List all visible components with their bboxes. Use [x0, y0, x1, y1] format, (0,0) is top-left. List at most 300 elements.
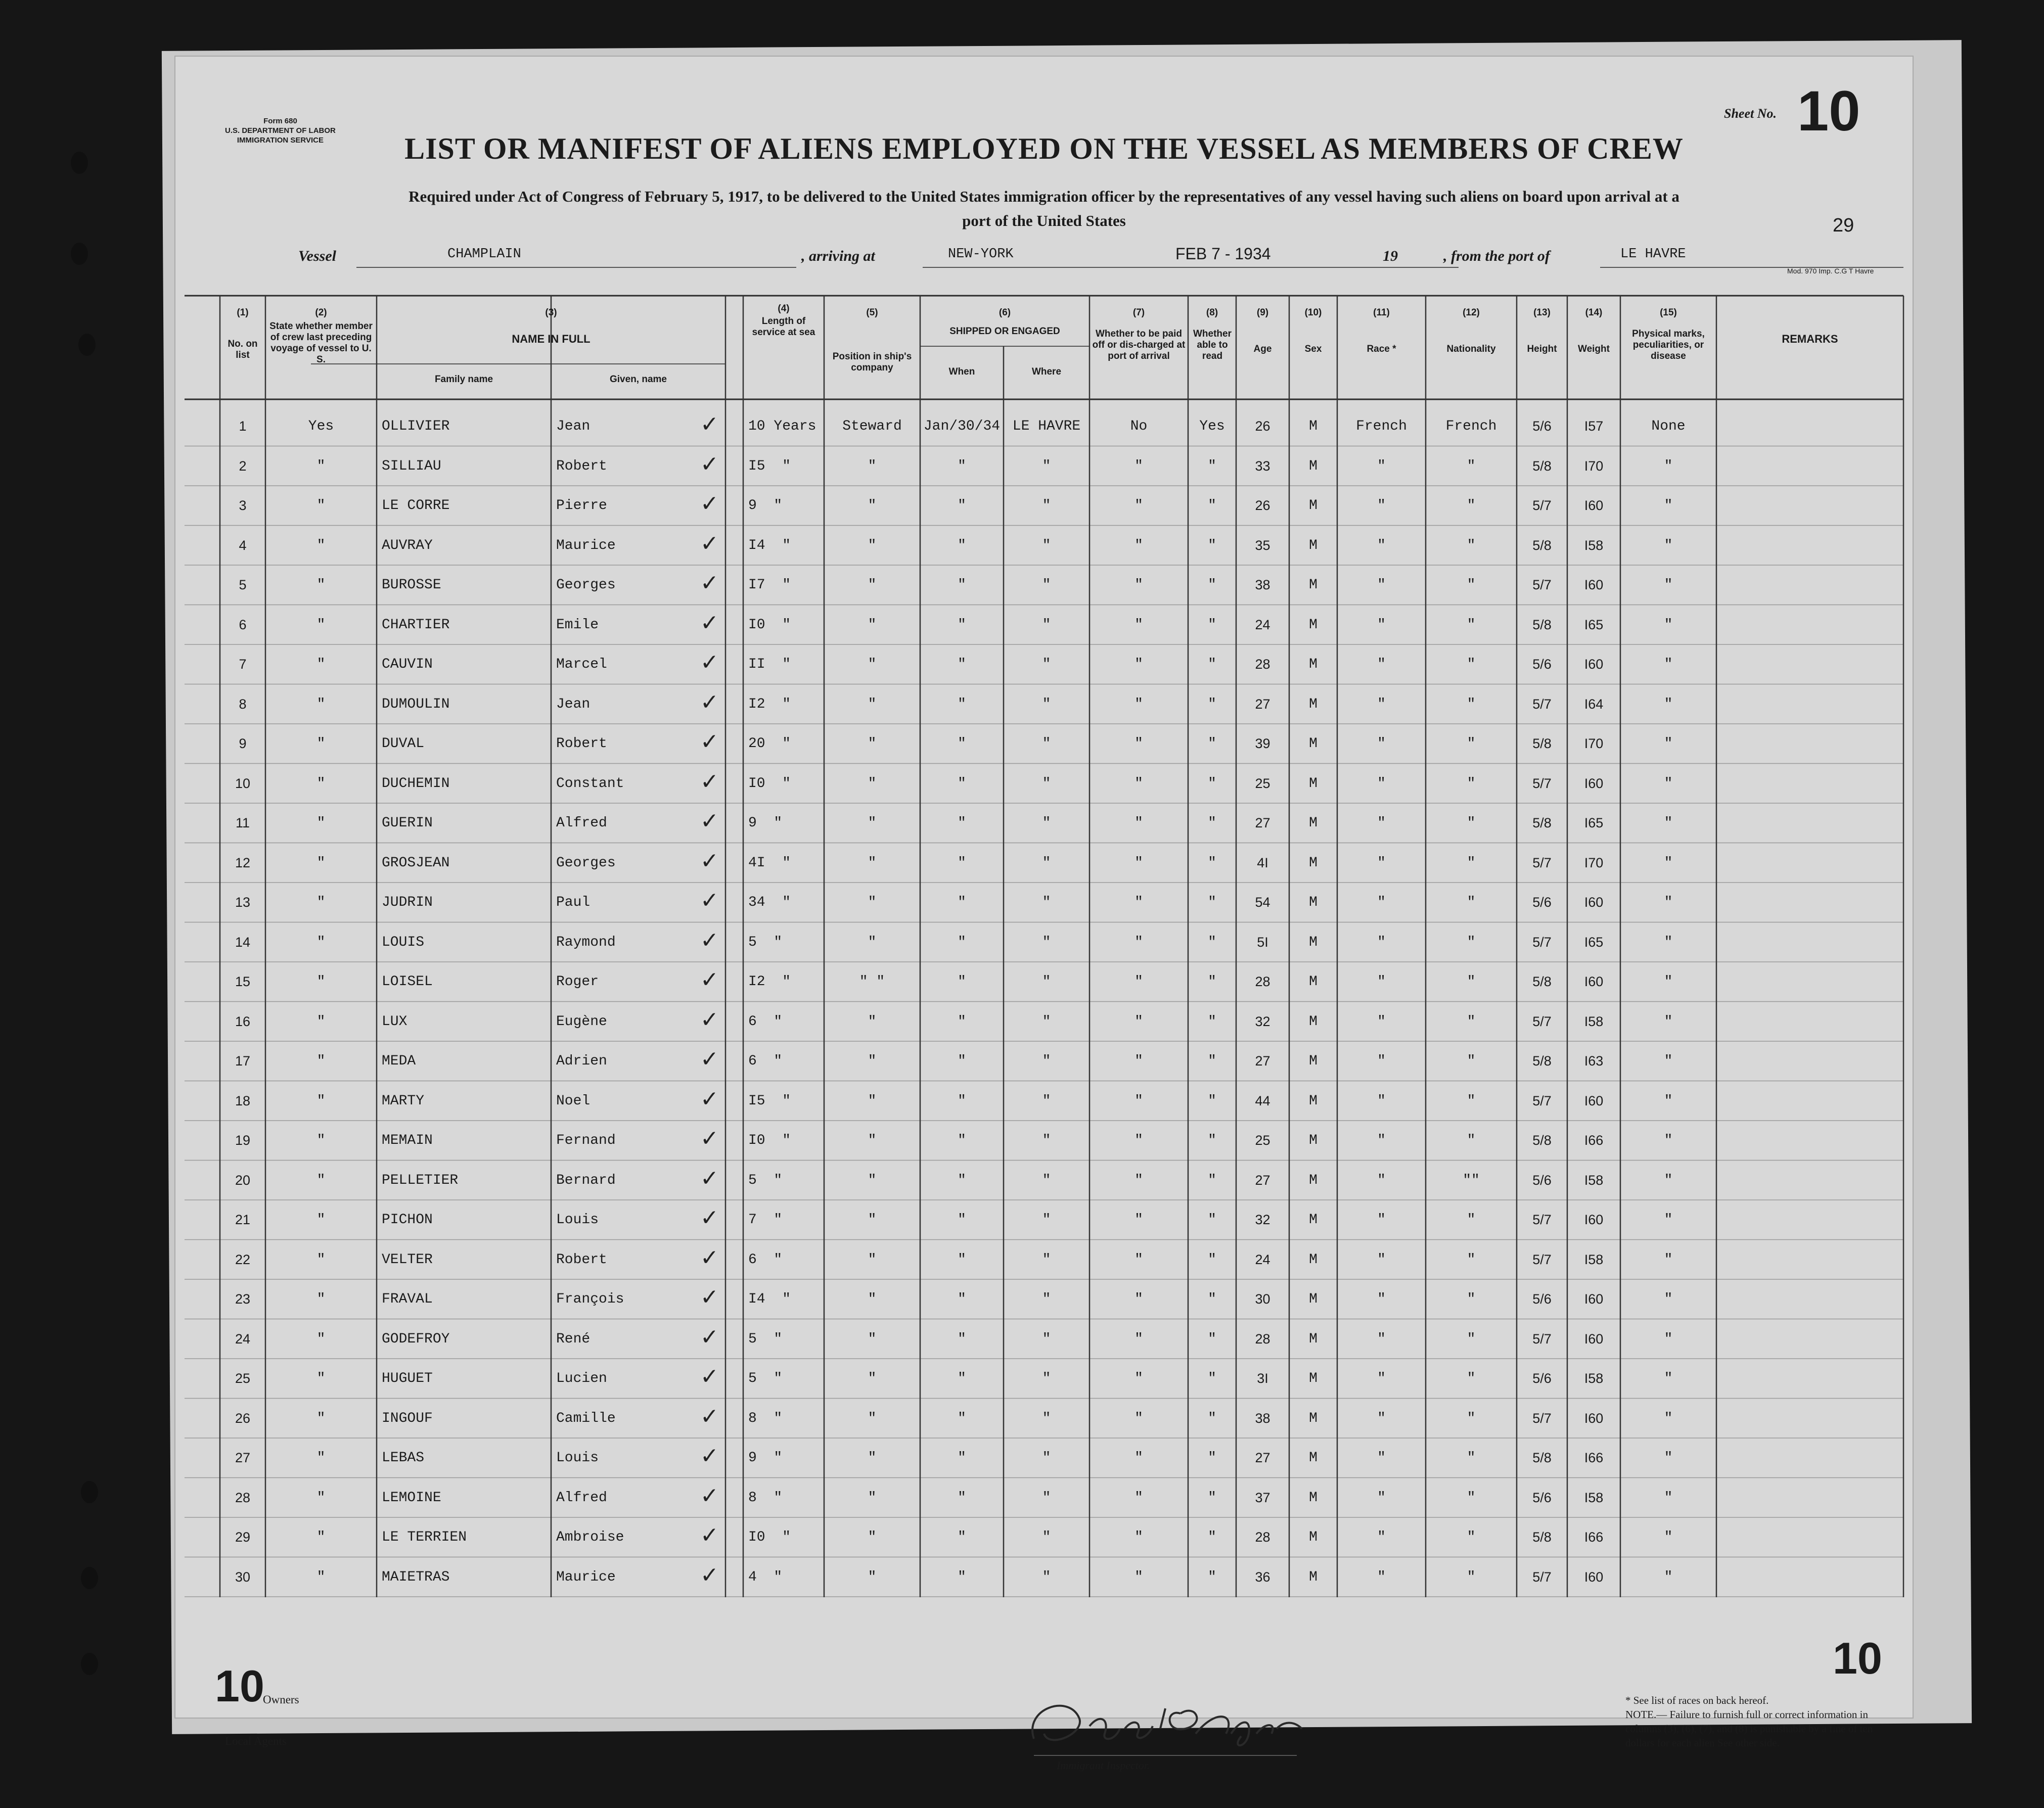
- cell-nat: ": [1467, 1053, 1476, 1069]
- cell-read: ": [1208, 498, 1216, 514]
- cell-race: ": [1377, 617, 1386, 633]
- cell-sex: M: [1309, 815, 1318, 831]
- cell-when: ": [958, 577, 966, 593]
- cell-weight: I70: [1584, 458, 1604, 474]
- cell-nat: "": [1463, 1172, 1480, 1188]
- cell-weight: I70: [1584, 736, 1604, 751]
- cell-race: ": [1377, 1410, 1386, 1426]
- cell-when: ": [958, 696, 966, 712]
- cell-where: ": [1042, 1172, 1051, 1188]
- cell-service: 4I ": [748, 855, 791, 871]
- cell-no: 27: [235, 1450, 251, 1465]
- cell-position: ": [868, 1410, 877, 1426]
- cell-family: LE CORRE: [382, 498, 450, 514]
- service: IMMIGRATION SERVICE: [237, 136, 324, 145]
- cell-service: I0 ": [748, 775, 791, 792]
- cell-service: I4 ": [748, 1291, 791, 1307]
- cell-read: ": [1208, 458, 1216, 474]
- cell-height: 5/7: [1532, 1410, 1552, 1426]
- cell-position: ": [868, 1371, 877, 1386]
- cell-race: ": [1377, 1093, 1386, 1109]
- cell-no: 1: [239, 419, 247, 434]
- cell-height: 5/6: [1532, 1172, 1552, 1188]
- col12-number: (12): [1463, 307, 1480, 318]
- cell-where: ": [1042, 934, 1051, 950]
- table-grid: [174, 56, 1914, 1719]
- cell-given: François: [556, 1291, 624, 1307]
- cell-height: 5/8: [1532, 458, 1552, 474]
- cell-prev: ": [316, 815, 326, 831]
- cell-when: ": [958, 1291, 966, 1307]
- cell-where: ": [1042, 696, 1051, 712]
- cell-where: ": [1042, 736, 1051, 752]
- cell-no: 28: [235, 1490, 251, 1505]
- cell-prev: Yes: [308, 419, 334, 434]
- cell-sex: M: [1309, 498, 1318, 514]
- cell-paid: ": [1134, 815, 1143, 831]
- cell-paid: ": [1134, 696, 1143, 712]
- cell-weight: I58: [1584, 1371, 1604, 1386]
- cell-race: ": [1377, 1053, 1386, 1069]
- cell-when: ": [958, 1410, 966, 1426]
- cell-height: 5/6: [1532, 1371, 1552, 1386]
- cell-service: 4 ": [748, 1569, 783, 1585]
- cell-height: 5/8: [1532, 1133, 1552, 1148]
- cell-height: 5/7: [1532, 1212, 1552, 1227]
- cell-paid: ": [1134, 1133, 1143, 1148]
- cell-family: OLLIVIER: [382, 419, 450, 434]
- cell-race: ": [1377, 1291, 1386, 1307]
- cell-height: 5/8: [1532, 1053, 1552, 1069]
- cell-age: 37: [1255, 1490, 1270, 1505]
- cell-prev: ": [316, 1410, 326, 1426]
- cell-when: ": [958, 1450, 966, 1466]
- cell-weight: I60: [1584, 1569, 1604, 1585]
- cell-given: Paul: [556, 895, 591, 910]
- cell-height: 5/7: [1532, 696, 1552, 712]
- cell-read: ": [1208, 696, 1216, 712]
- cell-height: 5/7: [1532, 1569, 1552, 1585]
- cell-race: ": [1377, 1569, 1386, 1585]
- cell-sex: M: [1309, 775, 1318, 792]
- cell-read: ": [1208, 1291, 1216, 1307]
- cell-where: ": [1042, 1569, 1051, 1585]
- cell-sex: M: [1309, 1450, 1318, 1466]
- cell-service: 8 ": [748, 1410, 783, 1426]
- cell-given: Emile: [556, 617, 599, 633]
- cell-height: 5/6: [1532, 895, 1552, 910]
- cell-marks: None: [1651, 419, 1686, 434]
- cell-service: 9 ": [748, 498, 783, 514]
- cell-nat: ": [1467, 815, 1476, 831]
- cell-position: ": [868, 736, 877, 752]
- col-age: Age: [1253, 344, 1272, 354]
- cell-nat: ": [1467, 895, 1476, 910]
- cell-sex: M: [1309, 1410, 1318, 1426]
- cell-prev: ": [316, 934, 326, 950]
- cell-age: 32: [1255, 1212, 1270, 1227]
- cell-service: I0 ": [748, 1529, 791, 1545]
- cell-sex: M: [1309, 855, 1318, 871]
- cell-race: ": [1377, 855, 1386, 871]
- departure-label: , from the port of: [1443, 248, 1550, 264]
- col4-number: (4): [778, 303, 790, 314]
- checkmark-icon: ✓: [700, 768, 719, 795]
- cell-nat: ": [1467, 775, 1476, 792]
- cell-sex: M: [1309, 1291, 1318, 1307]
- cell-age: 26: [1255, 419, 1270, 434]
- cell-no: 21: [235, 1212, 251, 1227]
- cell-where: ": [1042, 895, 1051, 910]
- cell-nat: ": [1467, 1331, 1476, 1347]
- cell-where: ": [1042, 1291, 1051, 1307]
- cell-position: ": [868, 617, 877, 633]
- cell-nat: ": [1467, 1529, 1476, 1545]
- cell-when: ": [958, 617, 966, 633]
- col6-number: (6): [998, 307, 1011, 318]
- checkmark-icon: ✓: [700, 1562, 719, 1588]
- cell-position: ": [868, 696, 877, 712]
- cell-marks: ": [1664, 458, 1673, 474]
- cell-read: ": [1208, 1371, 1216, 1386]
- cell-weight: I60: [1584, 1093, 1604, 1108]
- cell-sex: M: [1309, 1172, 1318, 1188]
- cell-read: ": [1208, 577, 1216, 593]
- cell-given: Louis: [556, 1450, 599, 1466]
- cell-paid: ": [1134, 498, 1143, 514]
- cell-family: DUMOULIN: [382, 696, 450, 712]
- cell-nat: ": [1467, 1569, 1476, 1585]
- cell-age: 38: [1255, 577, 1270, 592]
- cell-family: LOUIS: [382, 934, 425, 950]
- cell-height: 5/6: [1532, 657, 1552, 672]
- checkmark-icon: ✓: [700, 1482, 719, 1509]
- col-physical-marks: Physical marks, peculiarities, or disease: [1632, 329, 1705, 361]
- cell-nat: ": [1467, 1133, 1476, 1148]
- cell-age: 25: [1255, 775, 1270, 791]
- cell-marks: ": [1664, 1450, 1673, 1466]
- cell-no: 17: [235, 1053, 251, 1069]
- cell-nat: ": [1467, 657, 1476, 672]
- cell-service: 6 ": [748, 1013, 783, 1030]
- col-crew-member: State whether member of crew last preceding voyage of vessel to U. S.: [269, 321, 373, 365]
- cell-race: French: [1356, 419, 1407, 434]
- cell-when: ": [958, 1133, 966, 1148]
- cell-age: 24: [1255, 1251, 1270, 1267]
- cell-height: 5/7: [1532, 1013, 1552, 1029]
- cell-given: Robert: [556, 1251, 607, 1268]
- cell-read: ": [1208, 1093, 1216, 1109]
- cell-weight: I58: [1584, 1251, 1604, 1267]
- cell-marks: ": [1664, 815, 1673, 831]
- cell-age: 26: [1255, 498, 1270, 513]
- cell-service: 5 ": [748, 1172, 783, 1188]
- col-weight: Weight: [1578, 344, 1610, 354]
- cell-height: 5/7: [1532, 934, 1552, 950]
- cell-read: ": [1208, 617, 1216, 633]
- cell-race: ": [1377, 1529, 1386, 1545]
- cell-nat: ": [1467, 537, 1476, 553]
- checkmark-icon: ✓: [700, 888, 719, 913]
- cell-family: DUVAL: [382, 736, 425, 752]
- cell-position: " ": [859, 974, 885, 990]
- cell-weight: I60: [1584, 1291, 1604, 1307]
- cell-where: ": [1042, 1331, 1051, 1347]
- col13-number: (13): [1533, 307, 1551, 318]
- cell-height: 5/7: [1532, 577, 1552, 592]
- cell-family: GUERIN: [382, 815, 433, 831]
- cell-weight: I58: [1584, 537, 1604, 553]
- cell-paid: ": [1134, 1291, 1143, 1307]
- cell-no: 25: [235, 1371, 251, 1386]
- checkmark-icon: ✓: [700, 1006, 719, 1033]
- cell-no: 20: [235, 1172, 251, 1188]
- cell-age: 27: [1255, 1450, 1270, 1465]
- cell-age: 35: [1255, 537, 1270, 553]
- cell-age: 28: [1255, 657, 1270, 672]
- cell-nat: ": [1467, 577, 1476, 593]
- cell-marks: ": [1664, 1251, 1673, 1268]
- cell-sex: M: [1309, 736, 1318, 752]
- col-paid-off: Whether to be paid off or dis-charged at port of arrival: [1092, 329, 1186, 361]
- cell-when: ": [958, 855, 966, 871]
- col-where: Where: [1031, 366, 1062, 377]
- cell-nat: ": [1467, 974, 1476, 990]
- cell-marks: ": [1664, 498, 1673, 514]
- cell-race: ": [1377, 537, 1386, 553]
- cell-weight: I60: [1584, 1331, 1604, 1347]
- cell-when: ": [958, 1331, 966, 1347]
- cell-no: 12: [235, 855, 251, 870]
- cell-weight: I70: [1584, 855, 1604, 870]
- cell-paid: ": [1134, 1331, 1143, 1347]
- cell-where: ": [1042, 657, 1051, 672]
- cell-weight: I66: [1584, 1450, 1604, 1465]
- cell-age: 28: [1255, 974, 1270, 989]
- cell-no: 4: [239, 537, 247, 553]
- cell-read: ": [1208, 1013, 1216, 1030]
- cell-sex: M: [1309, 419, 1318, 434]
- cell-prev: ": [316, 1450, 326, 1466]
- cell-nat: French: [1445, 419, 1497, 434]
- cell-read: ": [1208, 1133, 1216, 1148]
- cell-age: 27: [1255, 1172, 1270, 1188]
- cell-paid: ": [1134, 1490, 1143, 1506]
- cell-position: ": [868, 1172, 877, 1188]
- checkmark-icon: ✓: [700, 1086, 719, 1112]
- cell-service: I7 ": [748, 577, 791, 593]
- cell-paid: ": [1134, 458, 1143, 474]
- cell-paid: ": [1134, 1410, 1143, 1426]
- cell-when: ": [958, 537, 966, 553]
- col-no-on-list: No. on list: [228, 339, 258, 360]
- cell-position: ": [868, 1529, 877, 1545]
- cell-family: MARTY: [382, 1093, 425, 1109]
- cell-paid: ": [1134, 895, 1143, 910]
- checkmark-icon: ✓: [700, 808, 719, 834]
- cell-race: ": [1377, 775, 1386, 792]
- cell-read: ": [1208, 775, 1216, 792]
- checkmark-icon: ✓: [700, 1284, 719, 1310]
- cell-marks: ": [1664, 934, 1673, 950]
- cell-no: 8: [239, 696, 247, 712]
- cell-family: INGOUF: [382, 1410, 433, 1426]
- footnotes: [1625, 1693, 1898, 1750]
- cell-paid: ": [1134, 855, 1143, 871]
- cell-when: ": [958, 1251, 966, 1268]
- sheet-number-bottom-right: 10: [1833, 1633, 1882, 1683]
- cell-weight: I60: [1584, 895, 1604, 910]
- year-label: 19: [1383, 248, 1398, 264]
- binding-hole: [71, 152, 88, 174]
- cell-position: ": [868, 855, 877, 871]
- cell-race: ": [1377, 895, 1386, 910]
- binding-hole: [81, 1481, 98, 1503]
- cell-height: 5/8: [1532, 974, 1552, 989]
- cell-paid: ": [1134, 736, 1143, 752]
- form-number: Form 680: [263, 117, 297, 125]
- race-footnote: * See list of races on back hereof.: [1625, 1694, 1769, 1706]
- cell-position: ": [868, 498, 877, 514]
- cell-position: ": [868, 1212, 877, 1228]
- cell-position: ": [868, 458, 877, 474]
- cell-marks: ": [1664, 1212, 1673, 1228]
- cell-marks: ": [1664, 1331, 1673, 1347]
- cell-age: 39: [1255, 736, 1270, 751]
- cell-nat: ": [1467, 498, 1476, 514]
- cell-weight: I60: [1584, 577, 1604, 592]
- col8-number: (8): [1206, 307, 1218, 318]
- cell-marks: ": [1664, 657, 1673, 672]
- signature-line: [1034, 1755, 1297, 1756]
- cell-sex: M: [1309, 458, 1318, 474]
- cell-read: Yes: [1199, 419, 1225, 434]
- vessel-label: Vessel: [298, 248, 336, 264]
- cell-paid: No: [1130, 419, 1148, 434]
- cell-service: 20 ": [748, 736, 791, 752]
- cell-position: ": [868, 1450, 877, 1466]
- cell-marks: ": [1664, 1490, 1673, 1506]
- cell-height: 5/8: [1532, 537, 1552, 553]
- sheet-label: Sheet No.: [1724, 106, 1777, 121]
- cell-given: Adrien: [556, 1053, 607, 1069]
- cell-sex: M: [1309, 1529, 1318, 1545]
- cell-family: LEBAS: [382, 1450, 425, 1466]
- cell-weight: I60: [1584, 498, 1604, 513]
- cell-when: ": [958, 458, 966, 474]
- cell-sex: M: [1309, 934, 1318, 950]
- cell-prev: ": [316, 617, 326, 633]
- cell-no: 16: [235, 1013, 251, 1029]
- cell-paid: ": [1134, 1450, 1143, 1466]
- col14-number: (14): [1585, 307, 1603, 318]
- cell-sex: M: [1309, 696, 1318, 712]
- cell-age: 32: [1255, 1013, 1270, 1029]
- cell-height: 5/8: [1532, 617, 1552, 632]
- cell-given: Lucien: [556, 1371, 607, 1386]
- cell-marks: ": [1664, 895, 1673, 910]
- cell-prev: ": [316, 1490, 326, 1506]
- cell-when: ": [958, 1569, 966, 1585]
- cell-nat: ": [1467, 1093, 1476, 1109]
- cell-weight: I60: [1584, 1410, 1604, 1426]
- cell-position: ": [868, 657, 877, 672]
- cell-given: Robert: [556, 458, 607, 474]
- cell-service: I2 ": [748, 696, 791, 712]
- manifest-sheet: [174, 56, 1914, 1772]
- cell-where: ": [1042, 775, 1051, 792]
- cell-height: 5/6: [1532, 1490, 1552, 1505]
- cell-no: 22: [235, 1251, 251, 1267]
- cell-prev: ": [316, 1291, 326, 1307]
- col11-number: (11): [1373, 307, 1390, 318]
- cell-family: HUGUET: [382, 1371, 433, 1386]
- col-race: Race *: [1367, 344, 1396, 354]
- cell-race: ": [1377, 1212, 1386, 1228]
- cell-sex: M: [1309, 1490, 1318, 1506]
- cell-when: ": [958, 736, 966, 752]
- cell-height: 5/7: [1532, 1251, 1552, 1267]
- cell-marks: ": [1664, 1053, 1673, 1069]
- cell-position: ": [868, 815, 877, 831]
- cell-where: ": [1042, 1490, 1051, 1506]
- cell-age: 25: [1255, 1133, 1270, 1148]
- cell-no: 24: [235, 1331, 251, 1347]
- vessel-name: CHAMPLAIN: [447, 247, 521, 262]
- cell-no: 23: [235, 1291, 251, 1307]
- cell-where: ": [1042, 1053, 1051, 1069]
- cell-where: ": [1042, 815, 1051, 831]
- checkmark-icon: ✓: [700, 1403, 719, 1429]
- binding-hole: [81, 1653, 98, 1675]
- cell-race: ": [1377, 934, 1386, 950]
- cell-age: 54: [1255, 895, 1270, 910]
- printer-note: Mod. 970 Imp. C.G T Havre: [1787, 267, 1874, 275]
- cell-family: MEMAIN: [382, 1133, 433, 1148]
- col-position: Position in ship's company: [832, 351, 912, 373]
- cell-where: ": [1042, 974, 1051, 990]
- cell-sex: M: [1309, 1212, 1318, 1228]
- checkmark-icon: ✓: [700, 729, 719, 755]
- cell-where: ": [1042, 1133, 1051, 1148]
- cell-given: Maurice: [556, 537, 616, 553]
- cell-prev: ": [316, 1371, 326, 1386]
- cell-given: Constant: [556, 775, 624, 792]
- col-height: Height: [1527, 344, 1557, 354]
- col3-number: (3): [545, 307, 557, 318]
- cell-sex: M: [1309, 1371, 1318, 1386]
- cell-where: ": [1042, 1371, 1051, 1386]
- cell-given: Maurice: [556, 1569, 616, 1585]
- cell-marks: ": [1664, 974, 1673, 990]
- cell-marks: ": [1664, 736, 1673, 752]
- cell-no: 5: [239, 577, 247, 592]
- checkmark-icon: ✓: [700, 650, 719, 675]
- cell-paid: ": [1134, 1093, 1143, 1109]
- cell-read: ": [1208, 1212, 1216, 1228]
- cell-prev: ": [316, 1093, 326, 1109]
- col-remarks: REMARKS: [1782, 333, 1838, 345]
- cell-marks: ": [1664, 696, 1673, 712]
- cell-age: 24: [1255, 617, 1270, 632]
- cell-paid: ": [1134, 974, 1143, 990]
- cell-prev: ": [316, 775, 326, 792]
- owners-label: Owners: [263, 1693, 299, 1706]
- cell-marks: ": [1664, 1093, 1673, 1109]
- cell-service: I4 ": [748, 537, 791, 553]
- cell-where: ": [1042, 1450, 1051, 1466]
- cell-no: 10: [235, 775, 251, 791]
